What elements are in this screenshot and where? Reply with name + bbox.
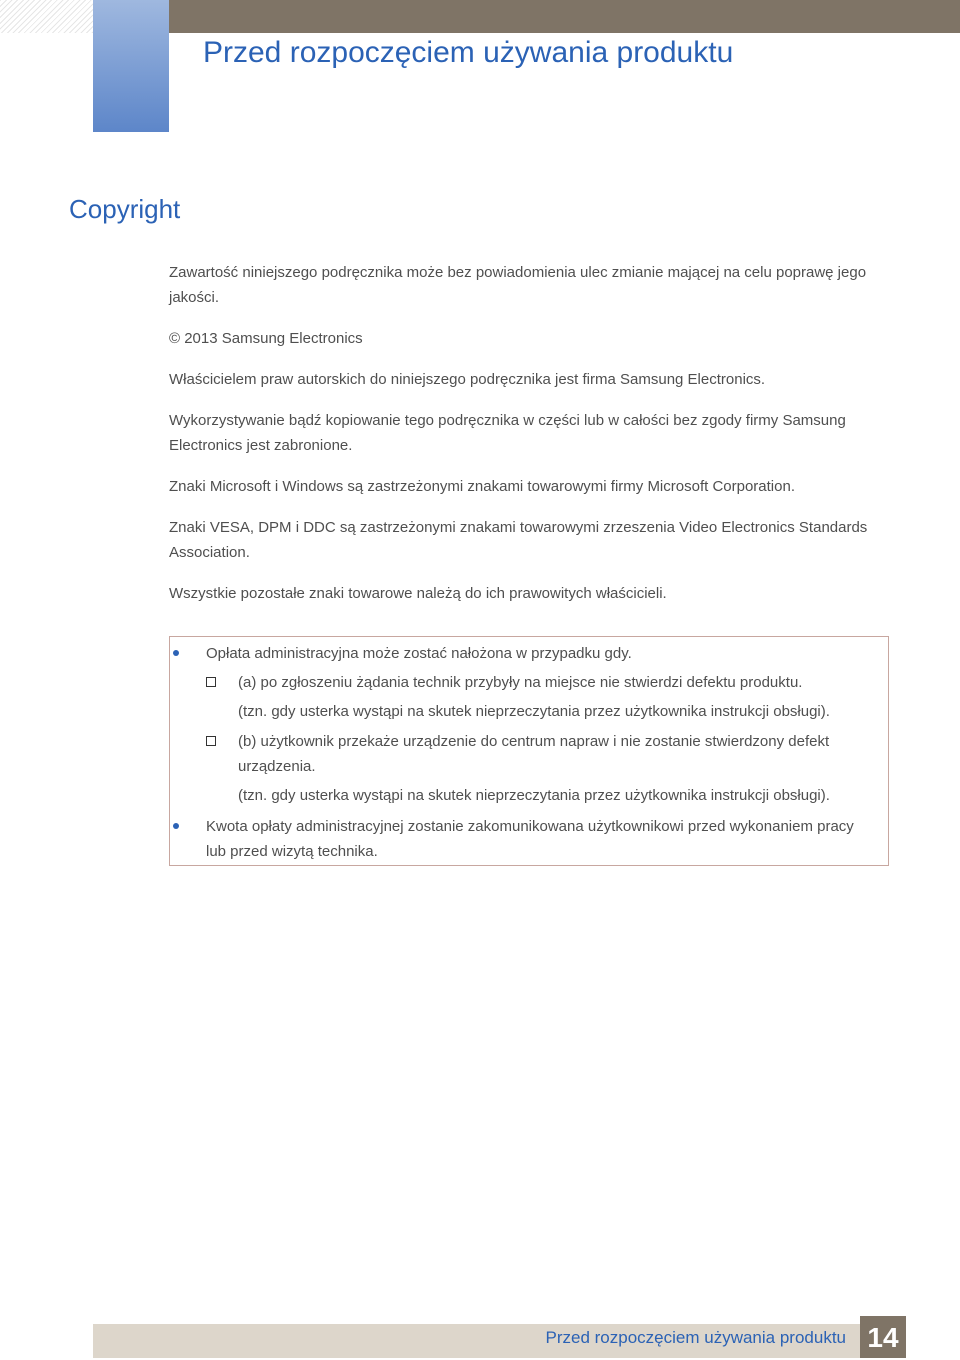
page-number: 14 <box>860 1316 906 1358</box>
note-sub-text: (a) po zgłoszeniu żądania technik przybyły na miejsce nie stwierdzi defektu produktu. <box>238 674 803 691</box>
header-hatch-decoration <box>0 0 93 33</box>
chapter-title: Przed rozpoczęciem używania produktu <box>203 36 734 69</box>
paragraph-other-trademarks: Wszystkie pozostałe znaki towarowe należą do ich prawowitych właścicieli. <box>169 585 667 602</box>
note-bullet-text: Opłata administracyjna może zostać nałożona w przypadku gdy. <box>206 645 632 662</box>
square-bullet-icon <box>206 677 216 687</box>
bullet-dot-icon <box>173 823 179 829</box>
chapter-tab <box>93 0 169 132</box>
paragraph-owner: Właścicielem praw autorskich do niniejszego podręcznika jest firma Samsung Electronics. <box>169 371 766 388</box>
paragraph-content-change: Zawartość niniejszego podręcznika może bez powiadomienia ulec zmianie mającej na celu poprawę jego jakości. <box>169 264 867 306</box>
bullet-dot-icon <box>173 650 179 656</box>
note-bullet-text: Kwota opłaty administracyjnej zostanie zakomunikowana użytkownikowi przed wykonaniem pracy lub przed wizytą technika. <box>206 818 854 860</box>
footer-chapter-label: Przed rozpoczęciem używania produktu <box>545 1328 846 1347</box>
paragraph-microsoft-trademark: Znaki Microsoft i Windows są zastrzeżonymi znakami towarowymi firmy Microsoft Corporation. <box>169 478 795 495</box>
paragraph-copy-restriction: Wykorzystywanie bądź kopiowanie tego podręcznika w części lub w całości bez zgody firmy Samsung Electronics jest zabronione. <box>169 412 846 454</box>
note-box <box>169 636 889 866</box>
paragraph-vesa-trademark: Znaki VESA, DPM i DDC są zastrzeżonymi znakami towarowymi zrzeszenia Video Electronics Standards Association. <box>169 519 868 561</box>
paragraph-copyright-year: © 2013 Samsung Electronics <box>169 330 363 347</box>
note-sub-detail-text: (tzn. gdy usterka wystąpi na skutek nieprzeczytania przez użytkownika instrukcji obsługi). <box>238 703 830 720</box>
note-sub-detail-text: (tzn. gdy usterka wystąpi na skutek nieprzeczytania przez użytkownika instrukcji obsługi). <box>238 787 830 804</box>
header-band <box>169 0 960 33</box>
note-sub-text: (b) użytkownik przekaże urządzenie do centrum napraw i nie zostanie stwierdzony defekt urządzenia. <box>238 733 830 775</box>
square-bullet-icon <box>206 736 216 746</box>
section-title: Copyright <box>69 194 181 224</box>
copyright-body <box>169 260 899 622</box>
